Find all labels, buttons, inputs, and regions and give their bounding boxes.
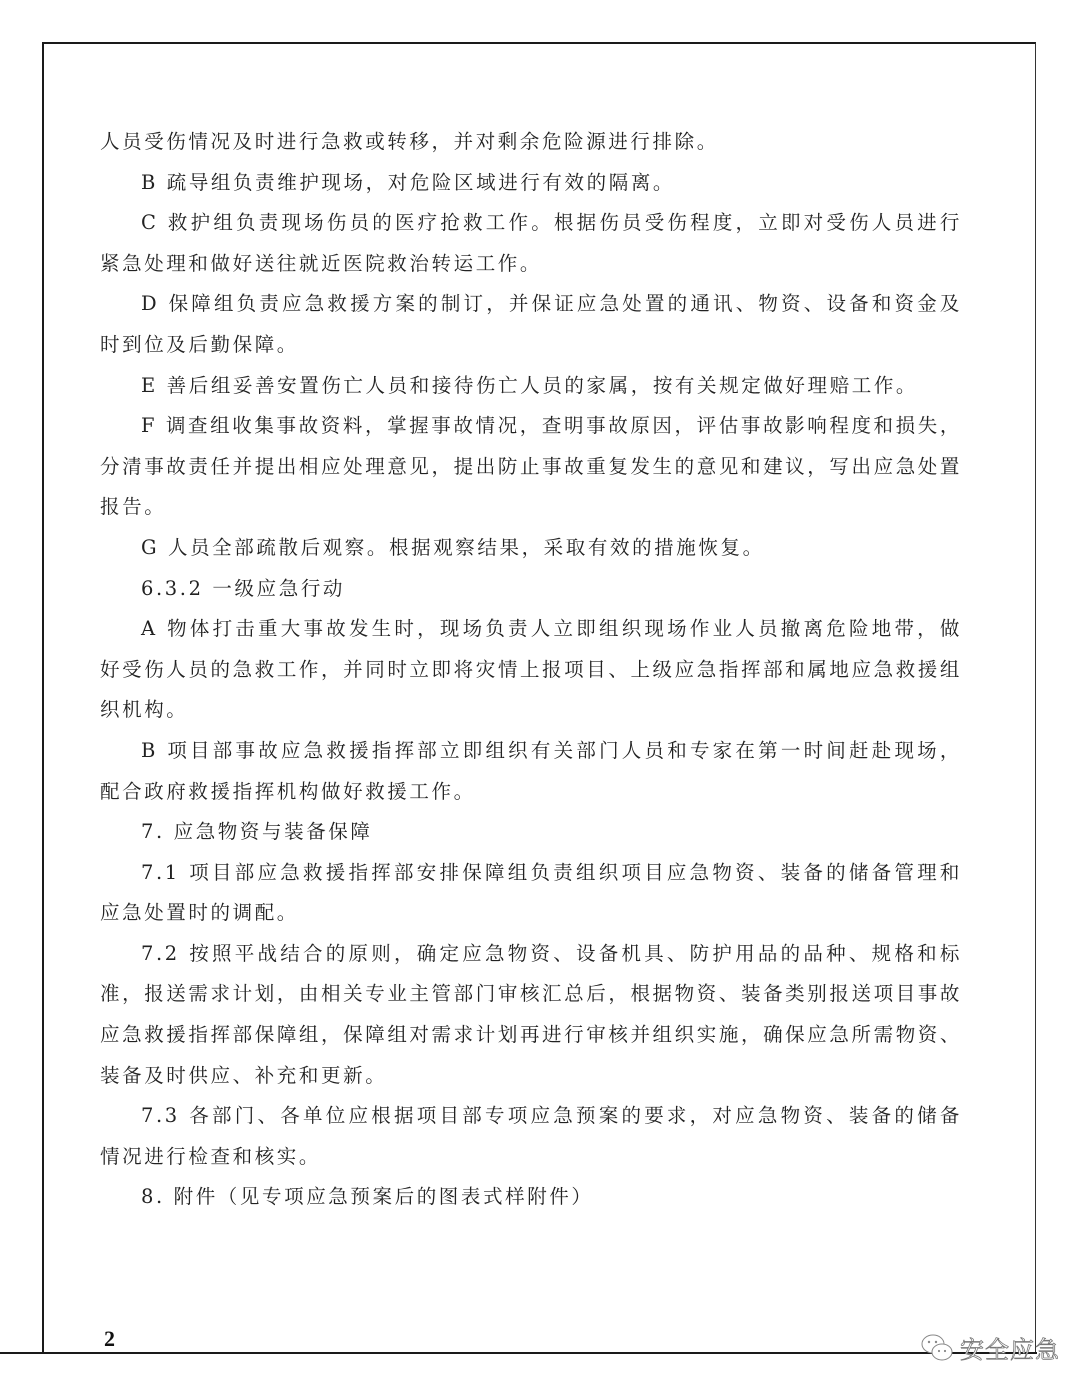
paragraph: F 调查组收集事故资料，掌握事故情况，查明事故原因，评估事故影响程度和损失，分清事故责任并提出相应处理意见，提出防止事故重复发生的意见和建议，写出应急处置报告。	[100, 414, 962, 519]
section-heading-8: 8. 附件（见专项应急预案后的图表式样附件）	[141, 1185, 594, 1209]
page-number: 2	[104, 1326, 115, 1351]
section-heading-6-3-2: 6.3.2 一级应急行动	[141, 576, 346, 600]
page-bottom-rule	[0, 1352, 1037, 1354]
paragraph: 7.3 各部门、各单位应根据项目部专项应急预案的要求，对应急物资、装备的储备情况进行检查和核实。	[100, 1104, 962, 1168]
document-body	[100, 122, 962, 1218]
paragraph: E 善后组妥善安置伤亡人员和接待伤亡人员的家属，按有关规定做好理赔工作。	[141, 373, 919, 397]
section-heading-7: 7. 应急物资与装备保障	[141, 820, 373, 844]
watermark	[920, 1330, 1060, 1365]
paragraph: 人员受伤情况及时进行急救或转移，并对剩余危险源进行排除。	[100, 130, 719, 153]
paragraph: 7.1 项目部应急救援指挥部安排保障组负责组织项目应急物资、装备的储备管理和应急处置时的调配。	[100, 860, 962, 925]
wechat-icon	[920, 1333, 954, 1363]
paragraph: C 救护组负责现场伤员的医疗抢救工作。根据伤员受伤程度，立即对受伤人员进行紧急处理和做好送往就近医院救治转运工作。	[100, 211, 962, 275]
paragraph: A 物体打击重大事故发生时，现场负责人立即组织现场作业人员撤离危险地带，做好受伤人员的急救工作，并同时立即将灾情上报项目、上级应急指挥部和属地应急救援组织机构。	[100, 617, 962, 722]
paragraph: B 疏导组负责维护现场，对危险区域进行有效的隔离。	[141, 170, 676, 194]
paragraph: B 项目部事故应急救援指挥部立即组织有关部门人员和专家在第一时间赶赴现场，配合政府救援指挥机构做好救援工作。	[100, 738, 962, 803]
paragraph: G 人员全部疏散后观察。根据观察结果，采取有效的措施恢复。	[141, 535, 765, 559]
watermark-text: 安全应急	[960, 1336, 1060, 1364]
paragraph: D 保障组负责应急救援方案的制订，并保证应急处置的通讯、物资、设备和资金及时到位及后勤保障。	[100, 292, 962, 356]
paragraph: 7.2 按照平战结合的原则，确定应急物资、设备机具、防护用品的品种、规格和标准，报送需求计划，由相关专业主管部门审核汇总后，根据物资、装备类别报送项目事故应急救援指挥部保障组，保障组对需求计划再进行审核并组织实施，确保应急所需物资、装备及时供应、补充和更新。	[100, 941, 962, 1087]
